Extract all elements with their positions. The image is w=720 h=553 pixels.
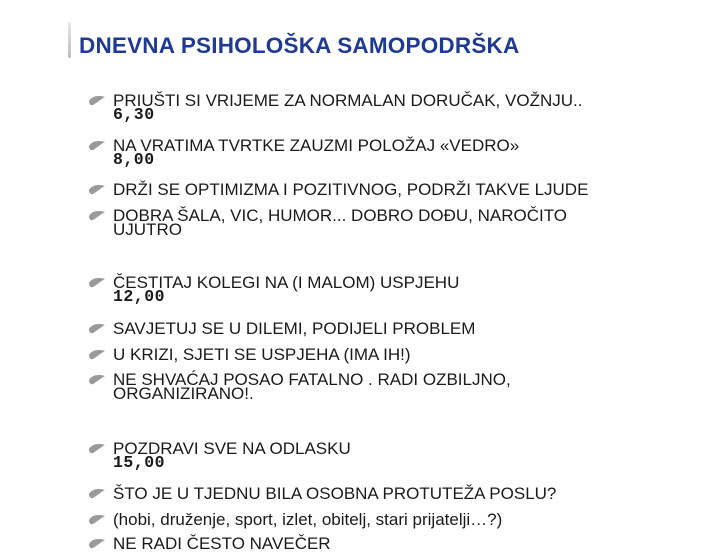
leaf-bullet-icon — [88, 95, 106, 107]
leaf-bullet-icon — [88, 349, 106, 361]
leaf-bullet-icon — [88, 277, 106, 289]
bullet-text: DRŽI SE OPTIMIZMA I POZITIVNOG, PODRŽI TAKVE LJUDE — [113, 180, 589, 199]
bullet-time: 6,30 — [113, 105, 155, 124]
bullet-text: PRIUŠTI SI VRIJEME ZA NORMALAN DORUČAK, VOŽNJU.. — [113, 91, 583, 110]
bullet-text: DOBRA ŠALA, VIC, HUMOR... DOBRO DOĐU, NAROČITO — [113, 206, 568, 225]
bullet-text: U KRIZI, SJETI SE USPJEHA (IMA IH!) — [113, 345, 411, 364]
bullet-text: SAVJETUJ SE U DILEMI, PODIJELI PROBLEM — [113, 319, 476, 338]
leaf-bullet-icon — [88, 514, 106, 526]
bullet-text: ČESTITAJ KOLEGI NA (I MALOM) USPJEHU — [113, 273, 460, 292]
leaf-bullet-icon — [88, 488, 106, 500]
bullet-text: NE RADI ČESTO NAVEČER — [113, 534, 331, 553]
bullet-text: (hobi, druženje, sport, izlet, obitelj, stari prijatelji…?) — [113, 510, 503, 529]
bullet-text: POZDRAVI SVE NA ODLASKU — [113, 439, 351, 458]
leaf-bullet-icon — [88, 210, 106, 222]
bullet-text: ŠTO JE U TJEDNU BILA OSOBNA PROTUTEŽA POSLU? — [113, 484, 557, 503]
leaf-bullet-icon — [88, 374, 106, 386]
bullet-time: 8,00 — [113, 150, 155, 169]
leaf-bullet-icon — [88, 323, 106, 335]
leaf-bullet-icon — [88, 140, 106, 152]
bullet-time: 15,00 — [113, 453, 166, 472]
bullet-text: NA VRATIMA TVRTKE ZAUZMI POLOŽAJ «VEDRO» — [113, 136, 520, 155]
bullet-text-continuation: UJUTRO — [113, 220, 182, 239]
bullet-text: NE SHVAĆAJ POSAO FATALNO . RADI OZBILJNO, — [113, 370, 511, 389]
bullet-text-continuation: ORGANIZIRANO!. — [113, 384, 254, 403]
leaf-bullet-icon — [88, 443, 106, 455]
leaf-bullet-icon — [88, 184, 106, 196]
bullet-time: 12,00 — [113, 287, 166, 306]
slide-title: DNEVNA PSIHOLOŠKA SAMOPODRŠKA — [79, 33, 520, 58]
